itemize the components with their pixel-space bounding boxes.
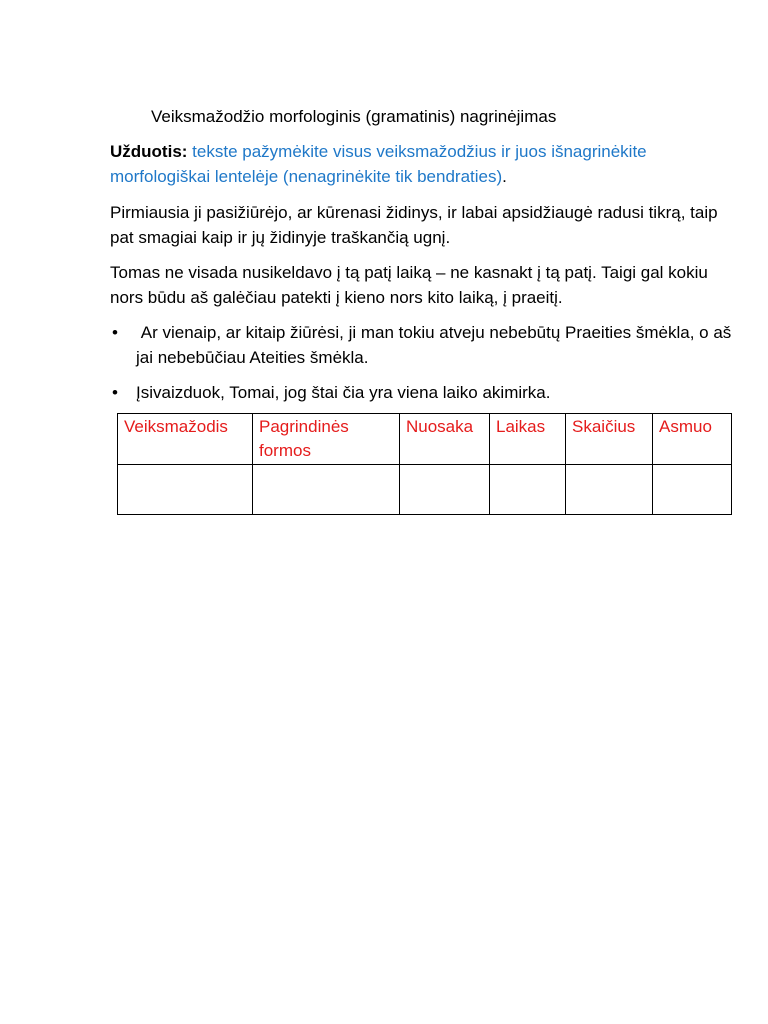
- table-cell[interactable]: [253, 465, 400, 515]
- header-laikas: Laikas: [490, 414, 566, 465]
- bullet-item: [110, 380, 735, 405]
- task-instruction: [110, 139, 735, 189]
- task-text: tekste pažymėkite visus veiksmažodžius ir juos išnagrinėkite morfologiškai lentelėje (nenagrinėkite tik bendraties): [110, 142, 647, 186]
- header-veiksmazodis: Veiksmažodis: [118, 414, 253, 465]
- header-nuosaka: Nuosaka: [400, 414, 490, 465]
- header-skaicius: Skaičius: [566, 414, 653, 465]
- table-cell[interactable]: [400, 465, 490, 515]
- task-end: .: [502, 167, 507, 186]
- bullet-text: Įsivaizduok, Tomai, jog štai čia yra viena laiko akimirka.: [136, 383, 551, 402]
- document-page: [110, 104, 735, 515]
- analysis-table: [117, 413, 732, 515]
- table-cell[interactable]: [118, 465, 253, 515]
- paragraph-1: Pirmiausia ji pasižiūrėjo, ar kūrenasi židinys, ir labai apsidžiaugė radusi tikrą, taip pat smagiai kaip ir jų židinyje traškančią ugnį.: [110, 203, 718, 247]
- table-cell[interactable]: [490, 465, 566, 515]
- bullet-text: Ar vienaip, ar kitaip žiūrėsi, ji man tokiu atveju nebebūtų Praeities šmėkla, o aš jai nebebūčiau Ateities šmėkla.: [136, 323, 737, 367]
- task-label: Užduotis:: [110, 142, 188, 161]
- bullet-list: [110, 320, 735, 405]
- bullet-dot: •: [112, 383, 118, 402]
- table-header-row: [118, 414, 732, 465]
- header-pagrindines-formos: Pagrindinės formos: [253, 414, 400, 465]
- table-cell[interactable]: [566, 465, 653, 515]
- bullet-dot: •: [112, 323, 118, 342]
- table-cell[interactable]: [653, 465, 732, 515]
- paragraph-2: Tomas ne visada nusikeldavo į tą patį laiką – ne kasnakt į tą patį. Taigi gal kokiu nors būdu aš galėčiau patekti į kieno nors kito laiką, į praeitį.: [110, 263, 708, 307]
- header-asmuo: Asmuo: [653, 414, 732, 465]
- bullet-item: [110, 320, 735, 370]
- table-row: [118, 465, 732, 515]
- document-title: Veiksmažodžio morfologinis (gramatinis) nagrinėjimas: [151, 107, 557, 126]
